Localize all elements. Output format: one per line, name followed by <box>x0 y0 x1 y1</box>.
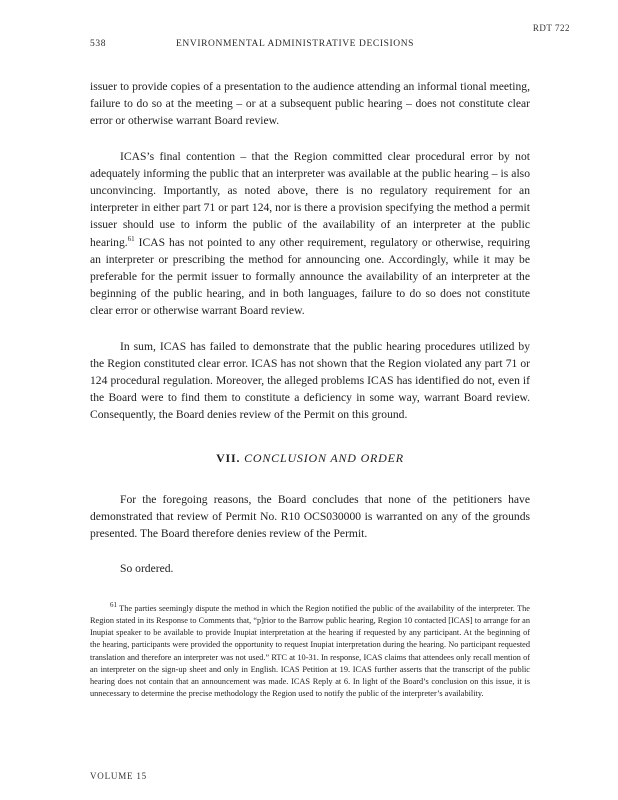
footnote-text: The parties seemingly dispute the method in which the Region notified the public of the availability of the interpreter. The Region stated in its Response to Comments that, “p]rior to the Barrow public hearing, Region 10 contacted [ICAS] to arrange for an Inupiat speaker to be available to provide Inupiat interpretation at the hearing if requested by any participant. At the beginning of the hearing, participants were provided the opportunity to request Inupiat interpretation during the hearing. No participant requested translation and therefore an interpreter was not used.” RTC at 10-31. In response, ICAS claims that attendees only recall mention of an interpreter on the sign-up sheet and only in English. ICAS Petition at 19. ICAS further asserts that the transcript of the public hearing does not contain that an announcement was made. ICAS Reply at 6. In light of the Board’s conclusion on this issue, it is unnecessary to determine the precise methodology the Region used to notify the public of the interpreter’s availability. <box>90 603 530 699</box>
section-heading <box>90 450 530 467</box>
volume-footer: VOLUME 15 <box>90 771 147 781</box>
section-number: VII. <box>216 450 241 465</box>
footnote-number: 61 <box>110 602 117 609</box>
paragraph-interpreter <box>90 148 530 320</box>
paragraph-summary: In sum, ICAS has failed to demonstrate that the public hearing procedures utilized by the Region constituted clear error. ICAS has not shown that the Region violated any part 71 or 124 procedural regulation. Moreover, the alleged problems ICAS has identified do not, even if the Board were to find them to constitute a deficiency in some way, warrant Board review. Consequently, the Board denies review of the Permit on this ground. <box>90 339 530 422</box>
paragraph-so-ordered: So ordered. <box>120 562 174 576</box>
body-text <box>90 78 530 596</box>
page-number: 538 <box>90 39 107 49</box>
paragraph-conclusion: For the foregoing reasons, the Board concludes that none of the petitioners have demonstrated that review of Permit No. R10 OCS030000 is warranted on any of the grounds presented. The Board therefore denies review of the Permit. <box>90 492 530 541</box>
running-title: ENVIRONMENTAL ADMINISTRATIVE DECISIONS <box>176 39 415 49</box>
paragraph-continuation: issuer to provide copies of a presentation to the audience attending an informal tional meeting, failure to do so at the meeting – or at a subsequent public hearing – does not constitute clear error or otherwise warrant Board review. <box>90 80 530 128</box>
document-id: RDT 722 <box>532 23 570 33</box>
paragraph-interpreter-part2: ICAS has not pointed to any other requirement, regulatory or otherwise, requiring an interpreter or prescribing the method for announcing one. Accordingly, while it may be preferable for the permit issuer to formally announce the availability of an interpreter at the beginning of the public hearing, and in both languages, failure to do so does not constitute clear error or otherwise warrant Board review. <box>90 235 530 318</box>
section-title: CONCLUSION AND ORDER <box>244 450 404 465</box>
paragraph-interpreter-part1: ICAS’s final contention – that the Region committed clear procedural error by not adequately informing the public that an interpreter was available at the public hearing – is also unconvincing. Importantly, as noted above, there is no regulatory requirement for an interpreter in either part 71 or part 124, nor is there a provision specifying the method a permit issuer should use to inform the public of the availability of an interpreter at the public hearing. <box>90 149 530 249</box>
footnote <box>90 600 530 700</box>
footnote-reference[interactable]: 61 <box>127 234 135 243</box>
